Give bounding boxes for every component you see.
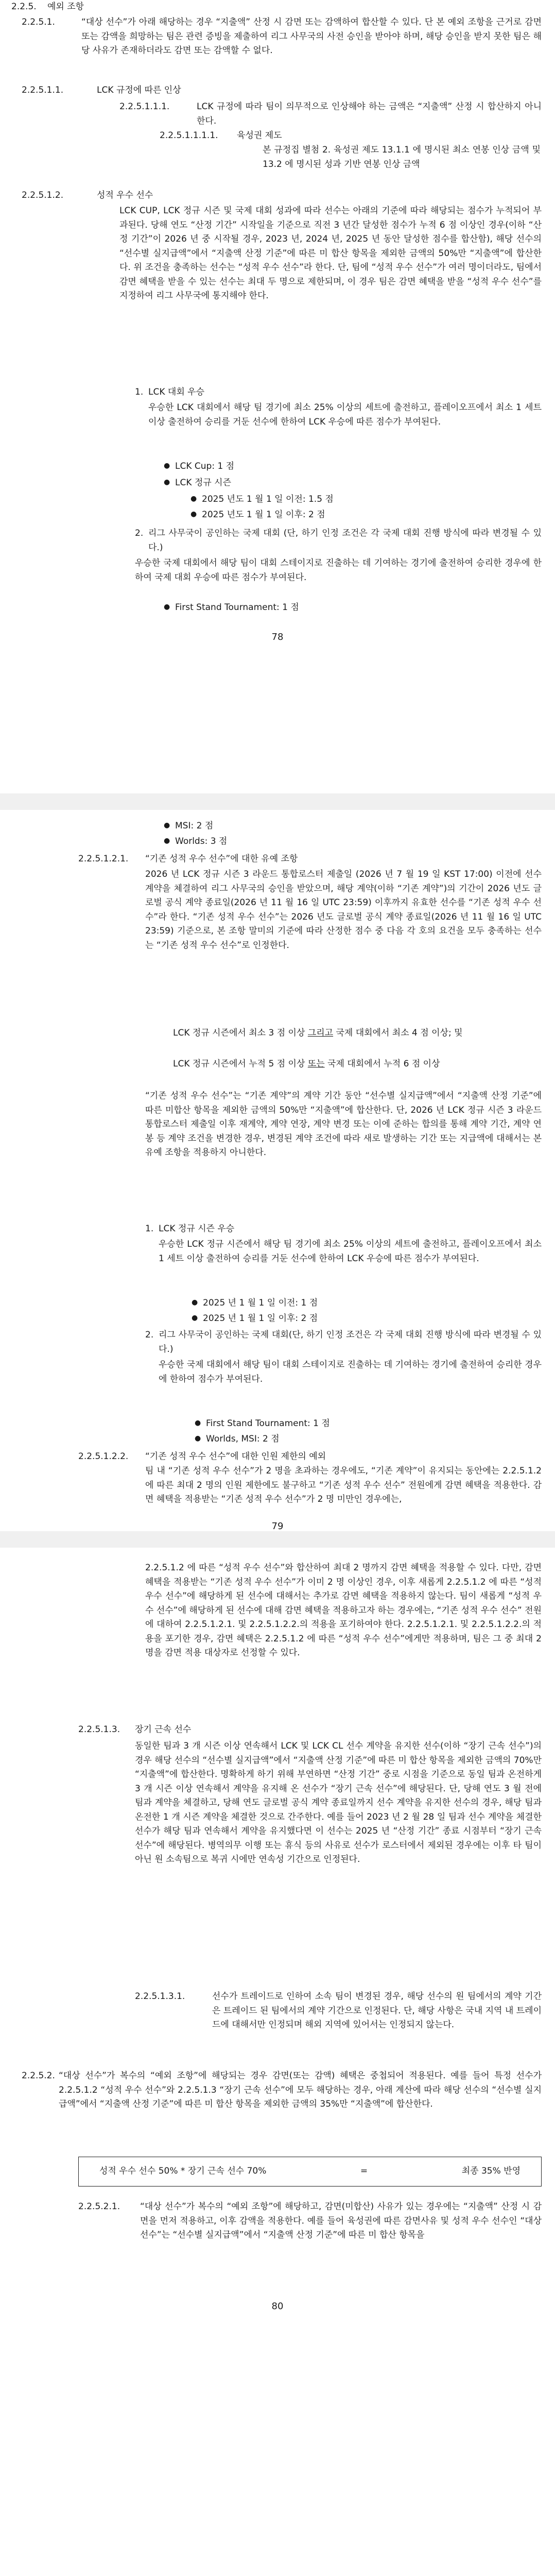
list-number: 1. xyxy=(135,387,144,397)
page-number: 80 xyxy=(271,2301,284,2312)
paragraph: 팀 내 “기존 성적 우수 선수”가 2 명을 초과하는 경우에도, “기존 계약”이 유지되는 동안에는 2.2.5.1.2 에 따른 최대 2 명의 인원 제한에도 불구하고 “기존 성적 우수 선수” 전원에게 감면 혜택을 적용한다. 감면 혜택을 적용받는 “기존 성적 우수 선수”가 2 명 미만인 경우에는, xyxy=(145,1466,542,1505)
section-body: “대상 선수”가 복수의 “예외 조항”에 해당되는 경우 감면(또는 감액) 혜택은 중첩되어 적용된다. 예를 들어 특정 선수가 2.2.5.1.2 “성적 우수 선수”와 2.2.5.1.3 “장기 근속 선수”에 모두 해당하는 경우, 아래 계산에 따라 해당 선수의 “선수별 실지급액”에서 “지출액 산정 기준”에 따른 미 합산 항목을 제외한 금액의 35%만 “지출액”에 합산한다. xyxy=(59,2071,542,2110)
list-item-title: LCK 정규 시즌 우승 xyxy=(159,1224,235,1234)
bullet-item xyxy=(173,1026,542,1055)
page-number: 79 xyxy=(271,1521,284,1531)
list-item-2 xyxy=(145,1328,542,1357)
section-number: 2.2.5.1.2.1. xyxy=(78,854,129,864)
list-item-title: 리그 사무국이 공인하는 국제 대회 (단, 하기 인정 조건은 각 국제 대회 진행 방식에 따라 변경될 수 있다.) xyxy=(148,528,542,553)
section-title: “기존 성적 우수 선수”에 대한 인원 제한의 예외 xyxy=(145,1451,326,1462)
list-number: 2. xyxy=(145,1330,154,1340)
formula-right: 최종 35% 반영 xyxy=(461,2166,521,2177)
bullet-text: 국제 대회에서 누적 6 점 이상 xyxy=(324,1059,440,1069)
bullet-text: 국제 대회에서 최소 4 점 이상; 및 xyxy=(333,1028,463,1038)
section-title: 장기 근속 선수 xyxy=(135,1724,192,1735)
section-number: 2.2.5.1.3. xyxy=(78,1724,120,1735)
formula-left: 성적 우수 선수 50% * 장기 근속 선수 70% xyxy=(99,2166,267,2177)
list-item-1 xyxy=(135,385,542,400)
section-2-2-5-1-1 xyxy=(22,83,542,98)
document-page-2 xyxy=(0,810,555,1531)
section-title: 육성권 제도 xyxy=(237,130,282,141)
section-number: 2.2.5.1.1.1. xyxy=(119,101,170,112)
section-2-2-5-2-1 xyxy=(78,2200,542,2272)
section-number: 2.2.5.1.1. xyxy=(22,85,64,95)
bullet-item: ● First Stand Tournament: 1 점 xyxy=(175,601,299,615)
section-title: 예외 조항 xyxy=(47,2,84,12)
section-number: 2.2.5. xyxy=(11,2,37,12)
bullet-item: ● First Stand Tournament: 1 점 xyxy=(206,1417,330,1431)
section-2-2-5-1-2-2 xyxy=(78,1450,542,1464)
section-title: “기존 성적 우수 선수”에 대한 유예 조항 xyxy=(145,854,298,864)
document-page-3 xyxy=(0,1548,555,2576)
section-2-2-5-1-3 xyxy=(78,1723,542,1737)
paragraph: 우승한 LCK 정규 시즌에서 해당 팀 경기에 최소 25% 이상의 세트에 출전하고, 플레이오프에서 최소 1 세트 이상 출전하여 승리를 거둔 선수에 한하여 LCK 우승에 따른 점수가 부여된다. xyxy=(159,1239,542,1264)
bullet-item: ● Worlds, MSI: 2 점 xyxy=(206,1432,280,1447)
section-2-2-5-1-3-1 xyxy=(135,1990,542,2061)
paragraph: 우승한 LCK 대회에서 해당 팀 경기에 최소 25% 이상의 세트에 출전하고, 플레이오프에서 최소 1 세트 이상 출전하여 승리를 거둔 선수에 한하여 LCK 우승에 따른 점수가 부여된다. xyxy=(148,402,542,427)
bullet-item: ● MSI: 2 점 xyxy=(175,819,213,834)
section-2-2-5-1-2-1 xyxy=(78,852,542,867)
list-number: 2. xyxy=(135,528,144,538)
section-number: 2.2.5.1.3.1. xyxy=(135,1991,185,2002)
section-2-2-5-1-1-1-1 xyxy=(160,129,542,143)
paragraph: 2026 년 LCK 정규 시즌 3 라운드 통합로스터 제출일 (2026 년 7 월 19 일 KST 17:00) 이전에 선수 계약을 체결하여 리그 사무국의 승인을 받았으며, 해당 계약(이하 “기존 계약”)의 기간이 2026 년도 글로벌 공식 계약 종료일(2026 년 11 월 16 일 UTC 23:59) 이후까지 유효한 선수를 “기존 성적 우수 선수”라 한다. “기존 성적 우수 선수”는 2026 년도 글로벌 공식 계약 종료일(2026 년 11 월 16 일 UTC 23:59) 기준으로, 본 조항 말미의 기준에 따라 산정한 점수 중 다음 각 호의 요건을 모두 충족하는 선수는 “기존 성적 우수 선수”로 인정한다. xyxy=(145,869,542,951)
list-item-title: LCK 대회 우승 xyxy=(148,387,204,397)
section-body: 선수가 트레이드로 인하여 소속 팀이 변경된 경우, 해당 선수의 원 팀에서의 계약 기간은 트레이드 된 팀에서의 계약 기간으로 인정된다. 단, 해당 사항은 국내 지역 내 트레이드에 대해서만 인정되며 해외 지역에 있어서는 인정되지 않는다. xyxy=(212,1991,542,2030)
bullet-item: ● 2025 년도 1 월 1 일 이전: 1.5 점 xyxy=(202,493,334,507)
section-title: 성적 우수 선수 xyxy=(97,190,153,200)
bullet-emphasis: 또는 xyxy=(307,1059,325,1069)
list-number: 1. xyxy=(145,1224,154,1234)
page-number: 78 xyxy=(271,632,284,642)
bullet-item: ● 2025 년 1 월 1 일 이전: 1 점 xyxy=(203,1296,318,1311)
section-2-2-5-1-1-1 xyxy=(119,100,542,129)
document-page-1 xyxy=(0,0,555,793)
formula-box xyxy=(78,2157,542,2187)
section-number: 2.2.5.2.1. xyxy=(78,2201,120,2212)
bullet-text: LCK 정규 시즌에서 최소 3 점 이상 xyxy=(173,1028,308,1038)
bullet-item: ● Worlds: 3 점 xyxy=(175,835,227,849)
list-item-title: 리그 사무국이 공인하는 국제 대회(단, 하기 인정 조건은 각 국제 대회 진행 방식에 따라 변경될 수 있다.) xyxy=(159,1330,542,1354)
paragraph: 동일한 팀과 3 개 시즌 이상 연속해서 LCK 및 LCK CL 선수 계약을 유지한 선수(이하 “장기 근속 선수”)의 경우 해당 선수의 “선수별 실지급액”에서 “지출액 산정 기준”에 따른 미 합산 항목을 제외한 금액의 70%만 “지출액”에 합산한다. 명확하게 하기 위해 부연하면 “산정 기간” 중로 시점을 기준으로 동일 팀과 온전하게 3 개 시즌 이상 연속해서 계약을 유지해 온 선수가 “장기 근속 선수”에 해당된다. 단, 당해 연도 3 월 전에 팀과 계약을 체결하고, 당해 연도 글로벌 공식 계약 종료일까지 선수 계약을 유지한 선수의 경우, 해당 팀과 온전한 1 개 시즌 계약을 체결한 것으로 간주한다. 예를 들어 2023 년 2 월 28 일 팀과 선수 계약을 체결한 선수가 해당 팀과 연속해서 계약을 유지했다면 이 선수는 2025 년 “산정 기간” 종료 시점부터 “장기 근속 선수”에 해당된다. 병역의무 이행 또는 휴식 등의 사유로 선수가 로스터에서 제외된 경우에는 이후 타 팀이 아닌 원 소속팀으로 복귀 시에만 연속성 기간으로 인정된다. xyxy=(135,1741,542,1865)
paragraph: 우승한 국제 대회에서 해당 팀이 대회 스테이지로 진출하는 데 기여하는 경기에 출전하여 승리한 경우에 한하여 국제 대회 우승에 따른 점수가 부여된다. xyxy=(135,558,542,583)
bullet-item: ● 2025 년 1 월 1 일 이후: 2 점 xyxy=(203,1312,318,1326)
bullet-item: ● LCK 정규 시즌 xyxy=(175,476,231,490)
section-number: 2.2.5.1. xyxy=(22,17,55,27)
bullet-item xyxy=(173,1057,542,1086)
section-2-2-5-2 xyxy=(22,2069,542,2141)
section-2-2-5 xyxy=(11,0,542,15)
bullet-text: LCK 정규 시즌에서 누적 5 점 이상 xyxy=(173,1059,308,1069)
bullet-emphasis: 그리고 xyxy=(307,1028,334,1038)
paragraph: 2.2.5.1.2 에 따른 “성적 우수 선수”와 합산하여 최대 2 명까지 감면 혜택을 적용할 수 있다. 다만, 감면 혜택을 적용받는 “기존 성적 우수 선수”가 이미 2 명 이상인 경우, 이후 새롭게 2.2.5.1.2 에 따른 “성적 우수 선수”에 해당하게 된 선수에 대해서는 추가로 감면 혜택을 적용하지 않는다. 팀이 새롭게 “성적 우수 선수”에 해당하게 된 선수에 대해 감면 혜택을 적용하고자 하는 경우에는, “기존 성적 우수 선수” 전원에 대하여 2.2.5.1.2.1. 및 2.2.5.1.2.2.의 적용을 포기하여야 한다. 2.2.5.1.2.1. 및 2.2.5.1.2.2.의 적용을 포기한 경우, 감면 혜택은 2.2.5.1.2 에 따른 “성적 우수 선수”에게만 적용하며, 팀은 그 중 최대 2 명을 감면 적용 대상자로 선정할 수 있다. xyxy=(145,1563,542,1658)
bullet-item: ● 2025 년도 1 월 1 일 이후: 2 점 xyxy=(202,508,325,522)
paragraph: “기존 성적 우수 선수”는 “기존 계약”의 계약 기간 동안 “선수별 실지급액”에서 “지출액 산정 기준”에 따른 미합산 항목을 제외한 금액의 50%만 “지출액”에 합산한다. 단, 2026 년 LCK 정규 시즌 3 라운드 통합로스터 제출일 이후 재계약, 계약 연장, 계약 변경 또는 이에 준하는 합의를 통해 계약 기간, 계약 연봉 등 계약 조건을 변경한 경우, 변경된 계약 조건에 따라 새로 발생하는 기간 또는 지급액에 대해서는 본 유예 조항을 적용하지 아니한다. xyxy=(145,1091,542,1158)
section-number: 2.2.5.1.2.2. xyxy=(78,1451,129,1462)
section-body: LCK 규정에 따라 팀이 의무적으로 인상해야 하는 금액은 “지출액” 산정 시 합산하지 아니한다. xyxy=(197,101,542,126)
section-number: 2.2.5.2. xyxy=(22,2071,55,2081)
bullet-item: ● LCK Cup: 1 점 xyxy=(175,460,234,474)
section-body: “대상 선수”가 복수의 “예외 조항”에 해당하고, 감면(미합산) 사유가 있는 경우에는 “지출액” 산정 시 감면을 먼저 적용하고, 이후 감액을 적용한다. 예를 들어 육성권에 따른 감면사유 및 성적 우수 선수인 “대상 선수”는 “선수별 실지급액”에서 “지출액 산정 기준”에 따른 미 합산 항목을 xyxy=(140,2201,542,2241)
paragraph: 본 규정집 별첨 2. 육성권 제도 13.1.1 에 명시된 최소 연봉 인상 금액 및 13.2 에 명시된 성과 기반 연봉 인상 금액 xyxy=(263,145,541,170)
section-2-2-5-1 xyxy=(22,15,542,82)
section-number: 2.2.5.1.1.1.1. xyxy=(160,130,218,141)
list-item-2 xyxy=(135,527,542,555)
section-2-2-5-1-2 xyxy=(22,189,542,203)
section-title: LCK 규정에 따른 인상 xyxy=(97,85,181,95)
section-body: “대상 선수”가 아래 해당하는 경우 “지출액” 산정 시 감면 또는 감액하여 합산할 수 있다. 단 본 예외 조항을 근거로 감면 또는 감액을 희망하는 팀은 관련 증빙을 제출하여 리그 사무국의 사전 승인을 받아야 하며, 해당 승인을 받지 못한 팀은 해당 사유가 존재하더라도 감면 또는 감액할 수 없다. xyxy=(81,17,542,56)
paragraph: 우승한 국제 대회에서 해당 팀이 대회 스테이지로 진출하는 데 기여하는 경기에 출전하여 승리한 경우에 한하여 점수가 부여된다. xyxy=(159,1360,542,1384)
paragraph: LCK CUP, LCK 정규 시즌 및 국제 대회 성과에 따라 선수는 아래의 기준에 따라 해당되는 점수가 누적되어 부과된다. 당해 연도 “산정 기간” 시작일을 기준으로 직전 3 년간 달성한 점수가 누적 6 점 이상인 경우(이하 “산정 기간”이 2026 년 중 시작될 경우, 2023 년, 2024 년, 2025 년 동안 달성한 점수를 합산함), 해당 선수의 “선수별 실지급액”에서 “지출액 산정 기준”에 따른 미 합산 항목을 제외한 금액의 50%만 “지출액”에 합산한다. 위 조건을 충족하는 선수는 “성적 우수 선수”라 한다. 단, 팀에 “성적 우수 선수”가 여러 명이더라도, 팀에서 감면 혜택을 받을 수 있는 선수는 최대 두 명으로 제한되며, 이 경우 팀은 감면 혜택을 받을 “성적 우수 선수”를 지정하여 리그 사무국에 통지해야 한다. xyxy=(119,206,542,301)
list-item-1 xyxy=(145,1222,542,1236)
formula-equals: = xyxy=(360,2166,368,2177)
section-number: 2.2.5.1.2. xyxy=(22,190,64,200)
